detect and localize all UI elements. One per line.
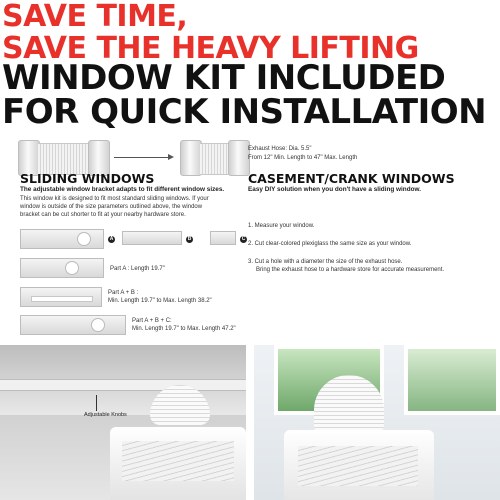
bracket-part-c <box>210 231 236 245</box>
headline-line-4: FOR QUICK INSTALLATION <box>2 92 487 132</box>
sliding-desc-1: This window kit is designed to fit most standard sliding windows. If your <box>20 196 209 202</box>
hose-connector-left-2 <box>180 140 202 176</box>
badge-c: C <box>241 236 246 242</box>
casement-title: CASEMENT/CRANK WINDOWS <box>248 171 455 186</box>
air-conditioner-unit-casement <box>284 430 434 500</box>
part-a-label: Part A : Length 19.7" <box>110 266 165 272</box>
headline-line-1: SAVE TIME, <box>2 0 188 34</box>
arrow-head-icon <box>168 154 174 160</box>
hose-extended <box>200 143 230 175</box>
window-bracket <box>0 379 246 391</box>
air-conditioner-unit <box>110 427 246 500</box>
photo-casement-window <box>254 345 500 500</box>
sliding-desc-3: bracket can be cut shorter to fit at your nearby hardware store. <box>20 212 186 218</box>
part-ab-label-2: Min. Length 19.7" to Max. Length 38.2" <box>108 298 212 304</box>
arrow-icon <box>114 157 170 158</box>
hose-spec-line-2: From 12" Min. Length to 47" Max. Length <box>248 155 358 161</box>
bracket-hole <box>91 318 105 332</box>
hose-spec-line-1: Exhaust Hose: Dia. 5.5" <box>248 146 312 152</box>
part-ab-label-1: Part A + B : <box>108 290 139 296</box>
casement-step-3a: 3. Cut a hole with a diameter the size of the exhaust hose. <box>248 259 403 265</box>
part-abc-label-2: Min. Length 19.7" to Max. Length 47.2" <box>132 326 236 332</box>
bracket-part-a <box>20 229 104 249</box>
bracket-part-b <box>122 231 182 245</box>
badge-b: B <box>187 236 192 242</box>
casement-subtitle: Easy DIY solution when you don't have a sliding window. <box>248 186 422 193</box>
bracket-abc <box>20 315 126 335</box>
badge-a: A <box>109 236 114 242</box>
photo-sliding-window <box>0 345 246 500</box>
hose-connector-right-2 <box>228 140 250 176</box>
adjustable-knobs-caption: Adjustable Knobs <box>84 412 127 418</box>
unit-grille <box>298 446 418 486</box>
unit-grille <box>122 441 234 481</box>
headline-line-2: SAVE THE HEAVY LIFTING <box>2 31 419 66</box>
casement-step-2: 2. Cut clear-colored plexiglass the same size as your window. <box>248 241 412 247</box>
sliding-subtitle: The adjustable window bracket adapts to fit different window sizes. <box>20 186 225 193</box>
window-glass-right <box>404 345 500 415</box>
bracket-slot <box>31 296 93 302</box>
bracket-hole <box>65 261 79 275</box>
headline-line-3: WINDOW KIT INCLUDED <box>2 58 446 98</box>
casement-step-1: 1. Measure your window. <box>248 223 315 229</box>
bracket-hole <box>77 232 91 246</box>
bracket-a-only <box>20 258 104 278</box>
sliding-title: SLIDING WINDOWS <box>20 171 155 186</box>
sliding-desc-2: window is outside of the size parameters outlined above, the window <box>20 204 203 210</box>
caption-pointer <box>96 395 97 411</box>
casement-step-3b: Bring the exhaust hose to a hardware store for accurate measurement. <box>256 267 445 273</box>
part-abc-label-1: Part A + B + C: <box>132 318 172 324</box>
bracket-ab <box>20 287 102 307</box>
